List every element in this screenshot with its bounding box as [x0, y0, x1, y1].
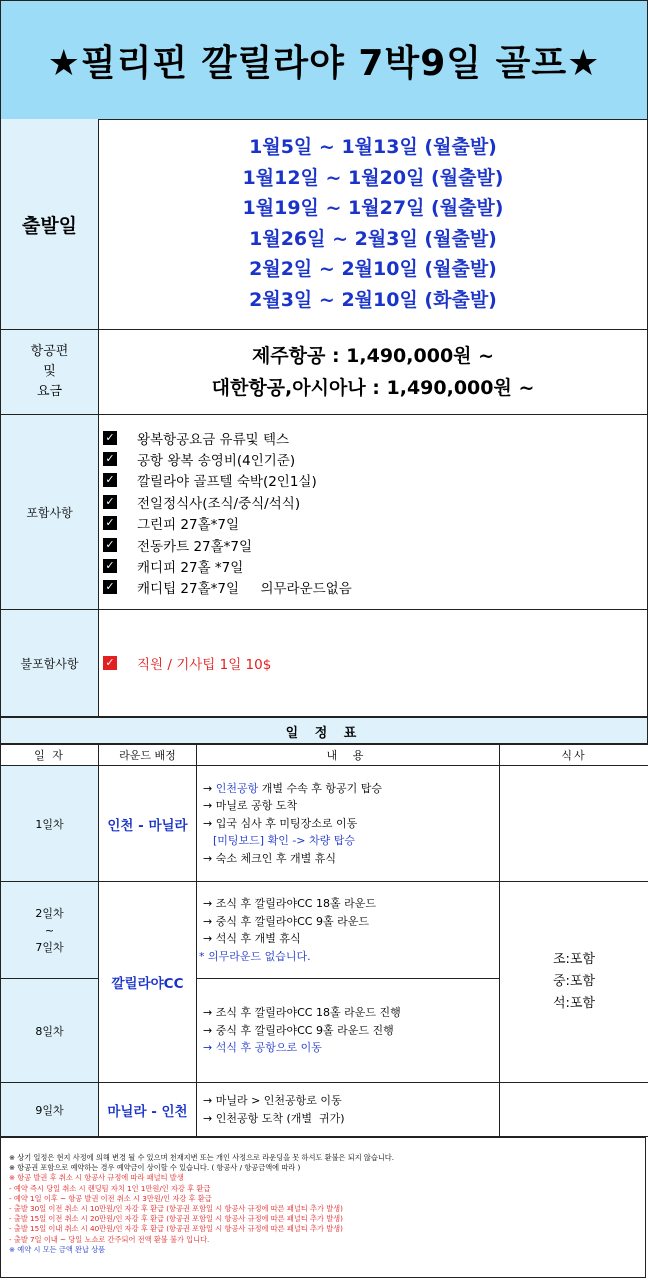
departure-date: 1월12일 ~ 1월20일 (월출발)	[242, 166, 504, 189]
arrow-icon: →	[203, 799, 216, 813]
included-item	[99, 470, 647, 491]
meal-cell-empty	[500, 1083, 648, 1137]
arrow-icon: →	[203, 816, 216, 830]
checkbox-checked-icon: ✓	[103, 516, 117, 530]
checkbox-checked-icon: ✓	[103, 495, 117, 509]
fare-line: 대한항공,아시아나 : 1,490,000원 ~	[211, 377, 535, 399]
day-cell	[1, 882, 99, 979]
meal-cell-empty	[500, 766, 648, 882]
day-cell-line: 7일차	[35, 940, 64, 954]
activity-line	[203, 832, 499, 850]
meal-cell	[500, 882, 648, 1083]
included-section	[0, 415, 648, 610]
departure-date: 1월19일 ~ 1월27일 (월출발)	[242, 197, 504, 219]
activity-prefix: 인천공항	[215, 781, 259, 795]
checkbox-checked-icon: ✓	[103, 473, 117, 487]
departure-label: 출발일	[1, 119, 99, 329]
departure-section	[0, 119, 648, 330]
departure-date: 2월2일 ~ 2월10일 (월출발)	[249, 258, 497, 280]
included-item-label: 깔릴라야 골프텔 숙박(2인1실)	[137, 474, 317, 491]
note-line: - 예약 1일 이후 ~ 항공 발권 이전 취소 시 3만원/인 자강 후 환급	[9, 1193, 212, 1203]
fare-lines	[99, 330, 647, 414]
included-item	[99, 448, 647, 469]
activity-text: 입국 심사 후 미팅장소로 이동	[215, 816, 358, 830]
included-item-label: 왕복항공요금 유류및 텍스	[137, 431, 290, 448]
activity-line: → 중식 후 깔릴라야CC 9홀 라운드 진행	[203, 1023, 394, 1037]
excluded-label: 불포함사항	[1, 610, 99, 716]
round-cell: 인천 - 마닐라	[99, 766, 197, 882]
schedule-header-row	[1, 744, 648, 766]
excluded-item-label: 직원 / 기사팁 1일 10$	[137, 657, 272, 673]
included-item-label: 공항 왕복 송영비(4인기준)	[137, 453, 296, 470]
checkbox-checked-icon: ✓	[103, 431, 117, 445]
activity-line: → 조식 후 깔릴라야CC 18홀 라운드	[203, 897, 376, 910]
activity-line: → 석식 후 개별 휴식	[203, 932, 301, 945]
activity-line	[203, 780, 499, 798]
activity-line: → 조식 후 깔릴라야CC 18홀 라운드 진행	[203, 1006, 401, 1020]
departure-date: 1월26일 ~ 2월3일 (월출발)	[249, 227, 497, 250]
activity-text: [미팅보드] 확인 -> 차량 탑승	[213, 834, 356, 848]
table-row	[1, 1083, 648, 1137]
included-item-label: 캐디팁 27홀*7일 의무라운드없음	[137, 581, 352, 598]
fare-line: 제주항공 : 1,490,000원 ~	[251, 345, 495, 367]
included-item	[99, 555, 647, 576]
day-cell-line: 2일차	[35, 906, 64, 920]
activity-line	[203, 815, 499, 833]
day-cell: 9일차	[1, 1083, 99, 1137]
note-line: - 출발 30일 이전 취소 시 10만원/인 자강 후 환급 (항공권 포함일 시 항공사 규정에 따른 패널티 추가 발생)	[9, 1203, 343, 1213]
included-label: 포함사항	[1, 415, 99, 609]
activity-line	[203, 797, 499, 815]
activity-text: 개별 수속 후 항공기 탑승	[258, 781, 382, 795]
activity-cell	[197, 766, 500, 882]
note-line: ※ 예약 시 모든 금액 완납 상품	[9, 1244, 106, 1254]
note-line: - 출발 15일 이내 취소 시 40만원/인 자강 후 환급 (항공권 포함일 시 항공사 규정에 따른 패널티 추가 발생)	[9, 1224, 343, 1234]
activity-line: → 인천공항 도착 (개별 귀가)	[203, 1111, 345, 1125]
fare-label-line: 항공편	[30, 344, 69, 359]
table-row	[1, 766, 648, 882]
activity-cell	[197, 882, 500, 979]
meal-breakfast: 조:포함	[552, 952, 596, 967]
included-item	[99, 534, 647, 555]
schedule-title: 일 정 표	[0, 717, 648, 745]
included-item-label: 캐디피 27홀 *7일	[137, 560, 244, 577]
activity-text: 숙소 체크인 후 개별 휴식	[215, 851, 336, 865]
note-line: ※ 상기 일정은 현지 사정에 의해 변경 될 수 있으며 천재지변 또는 개인 사정으로 라운딩을 못 하셔도 환불은 되지 않습니다.	[9, 1153, 394, 1162]
header-content: 내 용	[197, 744, 500, 766]
activity-cell	[197, 979, 500, 1083]
included-item	[99, 577, 647, 598]
checkbox-checked-icon: ✓	[103, 452, 117, 466]
checkbox-checked-icon: ✓	[103, 580, 117, 594]
included-item-label: 전동카트 27홀*7일	[137, 538, 253, 555]
activity-line: → 마닐라 > 인천공항로 이동	[203, 1094, 342, 1107]
activity-line	[203, 850, 499, 868]
arrow-icon: →	[203, 851, 216, 865]
header-round: 라운드 배정	[99, 744, 197, 766]
table-row	[1, 882, 648, 979]
schedule-table	[0, 743, 648, 1137]
excluded-list	[99, 610, 647, 716]
header-day: 일 자	[1, 744, 99, 766]
checkbox-checked-icon: ✓	[103, 656, 117, 670]
note-line: - 출발 15일 이전 취소 시 20만원/인 자강 후 환급 (항공권 포함일 시 항공사 규정에 따른 패널티 추가 발생)	[9, 1214, 343, 1224]
fare-section	[0, 330, 648, 415]
activity-text: 마닐로 공항 도착	[215, 799, 298, 813]
included-item-label: 그린피 27홀*7일	[137, 517, 240, 534]
notes-section	[0, 1137, 646, 1278]
page-title: ★필리핀 깔릴라야 7박9일 골프★	[0, 0, 648, 120]
fare-label-line: 요금	[36, 384, 63, 399]
departure-dates	[99, 119, 647, 329]
round-cell: 마닐라 - 인천	[99, 1083, 197, 1137]
included-item-label: 전일정식사(조식/중식/석식)	[137, 495, 301, 512]
activity-cell	[197, 1083, 500, 1137]
departure-date: 2월3일 ~ 2월10일 (화출발)	[249, 288, 497, 311]
activity-line: → 석식 후 공항으로 이동	[203, 1041, 322, 1055]
note-line: - 예약 즉시 당일 취소 시 랜딩팀 자치 1인 1만원/인 자강 후 환급	[9, 1183, 211, 1193]
checkbox-checked-icon: ✓	[103, 559, 117, 573]
note-line: ※ 항공권 포함으로 예약하는 경우 예약금이 상이할 수 있습니다. ( 항공사 / 항공금액에 따라 )	[9, 1163, 301, 1173]
fare-label	[1, 330, 99, 414]
meal-lunch: 중:포함	[552, 974, 596, 989]
departure-date: 1월5일 ~ 1월13일 (월출발)	[249, 136, 497, 158]
round-cell: 깔릴라야CC	[99, 882, 197, 1083]
note-line: - 출발 7일 이내 ~ 당일 노쇼로 간주되어 전액 환불 불가 입니다.	[9, 1234, 210, 1244]
day-cell: 8일차	[1, 979, 99, 1083]
fare-label-line: 및	[43, 364, 56, 379]
included-item	[99, 491, 647, 512]
excluded-section	[0, 610, 648, 717]
note-line: ※ 항공 발권 후 취소 시 항공사 규정에 따라 패널티 발생	[9, 1173, 184, 1183]
arrow-icon: →	[203, 781, 216, 795]
day-cell-line: ~	[44, 923, 55, 937]
activity-note: * 의무라운드 없습니다.	[199, 949, 311, 963]
activity-line: → 중식 후 깔릴라야CC 9홀 라운드	[203, 914, 369, 928]
day-cell: 1일차	[1, 766, 99, 882]
checkbox-checked-icon: ✓	[103, 538, 117, 552]
meal-dinner: 석:포함	[552, 996, 596, 1011]
header-meal: 식사	[500, 744, 648, 766]
excluded-item	[99, 653, 271, 673]
included-item	[99, 513, 647, 534]
included-item	[99, 427, 647, 448]
included-list	[99, 415, 647, 609]
